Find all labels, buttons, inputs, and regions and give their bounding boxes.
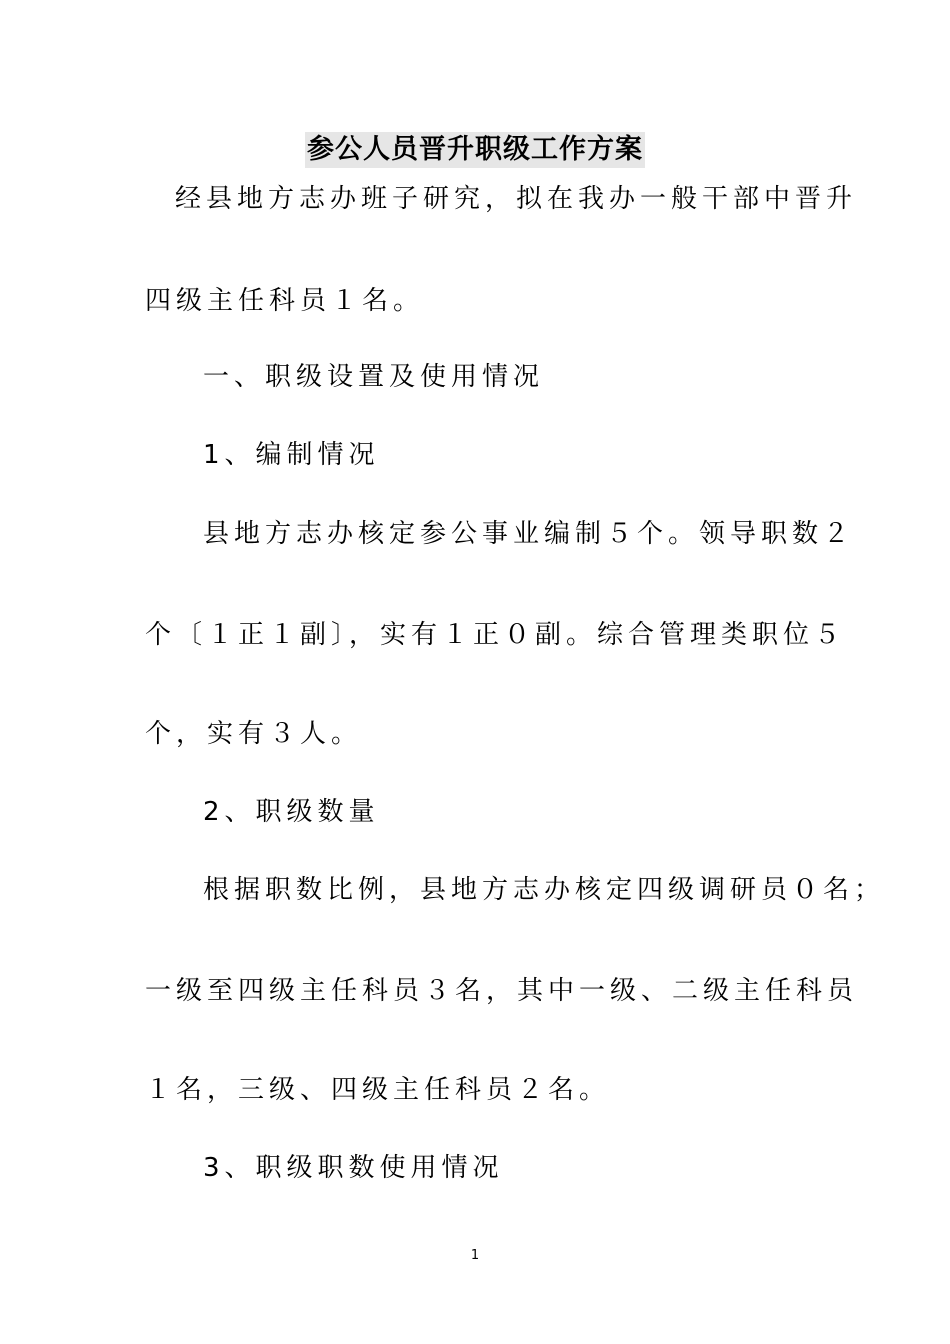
section-heading: 一、职级设置及使用情况 [203, 362, 545, 392]
subsection-heading: 2、职级数量 [203, 797, 380, 827]
subsection-heading: 1、编制情况 [203, 440, 380, 470]
document-title: 参公人员晋升职级工作方案 [305, 132, 645, 168]
paragraph-line: 个〔１正１副〕，实有１正０副。综合管理类职位５ [145, 620, 846, 650]
paragraph-line: 个，实有３人。 [145, 719, 363, 749]
paragraph-line: １名，三级、四级主任科员２名。 [145, 1075, 611, 1105]
paragraph-line: 四级主任科员１名。 [145, 286, 425, 316]
paragraph-line: 县地方志办核定参公事业编制５个。领导职数２ [203, 519, 855, 549]
paragraph-line: 经县地方志办班子研究，拟在我办一般干部中晋升 [175, 184, 858, 214]
subsection-heading: 3、职级职数使用情况 [203, 1153, 504, 1183]
title-container [0, 132, 950, 168]
paragraph-line: 根据职数比例，县地方志办核定四级调研员０名； [203, 875, 886, 905]
page-number: 1 [470, 1248, 480, 1263]
paragraph-line: 一级至四级主任科员３名，其中一级、二级主任科员 [145, 976, 859, 1006]
